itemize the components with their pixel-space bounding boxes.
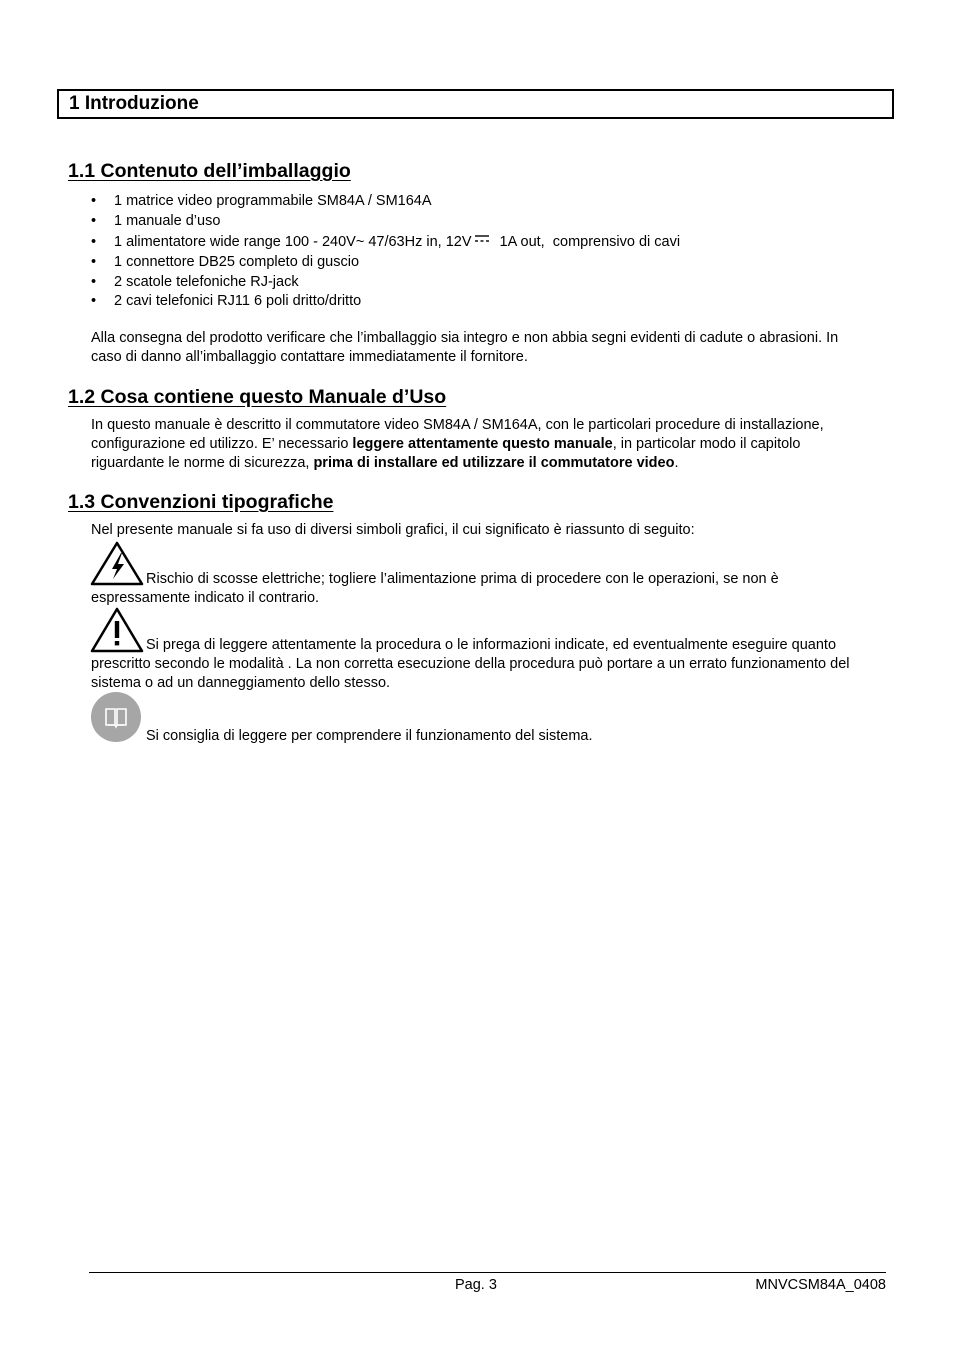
emphasis-before-install: prima di installare ed utilizzare il commutatore video [313, 454, 675, 471]
conventions-intro: Nel presente manuale si fa uso di diversi simboli grafici, il cui significato è riassunto di seguito: [91, 522, 695, 538]
section-1-1-title: 1.1 Contenuto dell’imballaggio [68, 160, 351, 182]
emphasis-read-manual: leggere attentamente questo manuale [352, 435, 613, 452]
section-1-3-title: 1.3 Convenzioni tipografiche [68, 491, 334, 513]
section-1-2-title: 1.2 Cosa contiene questo Manuale d’Uso [68, 386, 447, 408]
book-read-icon [90, 691, 142, 743]
chapter-heading [57, 89, 894, 119]
document-code: MNVCSM84A_0408 [755, 1277, 886, 1293]
list-item: • 1 matrice video programmabile SM84A / SM164A [91, 193, 432, 209]
page-number: Pag. 3 [455, 1277, 497, 1293]
list-item: • 1 manuale d’uso [91, 212, 221, 229]
procedure-warning-description: Si prega di leggere attentamente la procedura o le informazioni indicate, ed eventualmente eseguire quanto prescritto secondo le modalità . La non corretta esecuzione della procedura può portare a un errato funzionamento del sistema o ad un danneggiamento dello stesso. [91, 637, 850, 691]
list-item: • 2 scatole telefoniche RJ-jack [91, 273, 299, 290]
delivery-paragraph: Alla consegna del prodotto verificare che l’imballaggio sia integro e non abbia segni evidenti di cadute o abrasioni. In caso di danno all’imballaggio contattare immediatamente il fornitore. [91, 330, 839, 365]
list-item-power-supply: • 1 alimentatore wide range 100 - 240V~ 47/63Hz in, 12V 1A out, comprensivo di cavi [91, 234, 681, 250]
package-contents-list [91, 192, 680, 312]
chapter-title: 1 Introduzione [69, 93, 199, 114]
dc-current-icon [474, 234, 490, 244]
manual-description-paragraph: In questo manuale è descritto il commutatore video SM84A / SM164A, con le particolari procedure di installazione, configurazione ed utilizzo. E’ necessario leggere attentamente questo manuale, in particolar modo il capitolo riguardante le norme di sicurezza, prima di installare ed utilizzare il commutatore video. [91, 417, 824, 471]
list-item: • 2 cavi telefonici RJ11 6 poli dritto/dritto [91, 293, 362, 309]
list-item: • 1 connettore DB25 completo di guscio [91, 254, 360, 270]
footer-divider [89, 1272, 886, 1273]
read-recommendation: Si consiglia di leggere per comprendere il funzionamento del sistema. [146, 728, 593, 744]
electric-shock-description: Rischio di scosse elettriche; togliere l’alimentazione prima di procedere con le operazioni, se non è espressamente indicato il contrario. [91, 571, 779, 606]
